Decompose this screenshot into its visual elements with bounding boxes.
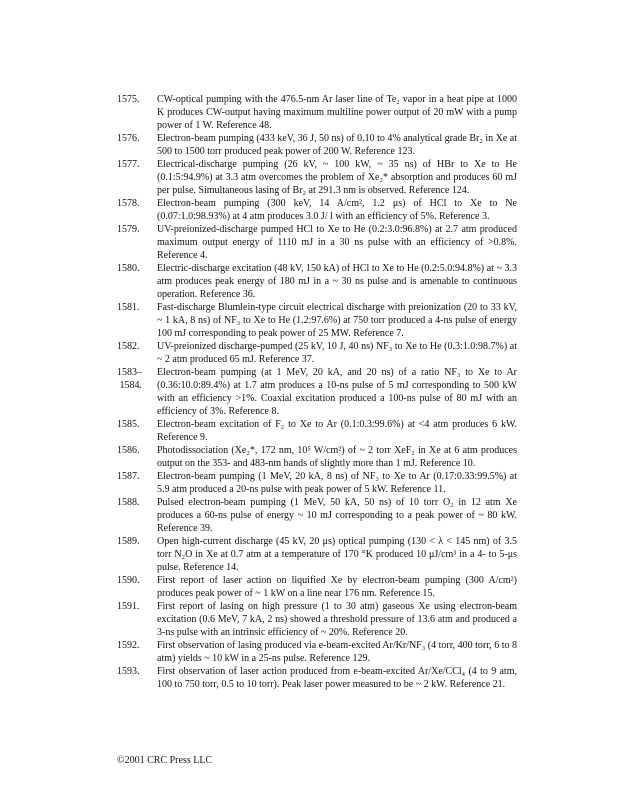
entry-1578	[117, 197, 517, 223]
entry-text: UV-preionized discharge-pumped (25 kV, 10 J, 40 ns) NF₃ to Xe to He (0.3:1.0:98.7%) at ~ 2 atm produced 65 mJ. Reference 37.	[157, 341, 517, 365]
entry-number: 1575.	[117, 94, 140, 105]
copyright-footer: ©2001 CRC Press LLC	[117, 755, 213, 766]
entry-text: First report of lasing on high pressure (1 to 30 atm) gaseous Xe using electron-beam excitation (0.6 MeV, 7 kA, 2 ns) showed a threshold pressure of 13.6 atm and produced a 3-ns pulse with an intrinsic efficiency of ~ 20%. Reference 20.	[157, 601, 517, 638]
entry-1579	[117, 223, 517, 262]
entry-number: 1576.	[117, 133, 140, 144]
entry-number: 1587.	[117, 471, 140, 482]
entry-text: Open high-current discharge (45 kV, 20 μs) optical pumping (130 < λ < 145 nm) of 3.5 torr N₂O in Xe at 0.7 atm at a temperature of 170 °K produced 10 μJ/cm³ in a 4- to 5-μs pulse. Reference 14.	[157, 536, 517, 573]
entry-1591	[117, 600, 517, 639]
entry-text: Pulsed electron-beam pumping (1 MeV, 50 kA, 50 ns) of 10 torr O₂ in 12 atm Xe produces a 60-ns pulse of energy ~ 10 mJ corresponding to a peak power of ~ 80 kW. Reference 39.	[157, 497, 517, 534]
entry-1575	[117, 93, 517, 132]
entry-text: Electron-beam pumping (433 keV, 36 J, 50 ns) of 0.10 to 4% analytical grade Br₂ in Xe at 500 to 1500 torr produced peak power of 200 W. Reference 123.	[157, 133, 517, 157]
entry-number: 1592.	[117, 640, 140, 651]
entry-1580	[117, 262, 517, 301]
entry-number: 1583– 1584.	[117, 367, 142, 391]
entry-text: First report of laser action on liquified Xe by electron-beam pumping (300 A/cm²) produces peak power of ~ 1 kW on a line near 176 nm. Reference 15.	[157, 575, 517, 599]
entry-number: 1582.	[117, 341, 140, 352]
entry-text: CW-optical pumping with the 476.5-nm Ar laser line of Te₂ vapor in a heat pipe at 1000 K produces CW-output having maximum multiline power output of 20 mW with a pump power of 1 W. Reference 48.	[157, 94, 517, 131]
entry-number: 1593.	[117, 666, 140, 677]
entry-list	[117, 93, 517, 691]
entry-text: Electrical-discharge pumping (26 kV, ~ 100 kW, ~ 35 ns) of HBr to Xe to He (0.1:5:94.9%) at 3.3 atm overcomes the problem of Xe₂* absorption and produces 60 mJ per pulse. Simultaneous lasing of Br₂ at 291.3 nm is observed. Reference 124.	[157, 159, 517, 196]
entry-text: Electron-beam excitation of F₂ to Xe to Ar (0.1:0.3:99.6%) at <4 atm produces 6 kW. Reference 9.	[157, 419, 517, 443]
entry-number: 1586.	[117, 445, 140, 456]
entry-text: Electron-beam pumping (300 keV, 14 A/cm², 1.2 μs) of HCl to Xe to Ne (0.07:1.0:98.93%) at 4 atm produces 3.0 J/ l with an efficiency of 5%. Reference 3.	[157, 198, 517, 222]
entry-number: 1588.	[117, 497, 140, 508]
entry-1581	[117, 301, 517, 340]
entry-1576	[117, 132, 517, 158]
entry-1585	[117, 418, 517, 444]
entry-1583-1584	[117, 366, 517, 418]
entry-text: UV-preionized-discharge pumped HCl to Xe to He (0.2:3.0:96.8%) at 2.7 atm produced maximum output energy of 1110 mJ in a 30 ns pulse with an efficiency of >0.8%. Reference 4.	[157, 224, 517, 261]
entry-1588	[117, 496, 517, 535]
entry-number: 1590.	[117, 575, 140, 586]
entry-1582	[117, 340, 517, 366]
entry-1593	[117, 665, 517, 691]
entry-text: Photodissociation (Xe₂*, 172 nm, 10⁵ W/cm²) of ~ 2 torr XeF₂ in Xe at 6 atm produces output on the 353- and 483-nm bands of slightly more than 1 mJ. Reference 10.	[157, 445, 517, 469]
entry-text: Electron-beam pumping (at 1 MeV, 20 kA, and 20 ns) of a ratio NF₃ to Xe to Ar (0.36:10.0:89.4%) at 1.7 atm produces a 10-ns pulse of 5 mJ corresponding to 500 kW with an efficiency >1%. Coaxial excitation produced a 100-ns pulse of 80 mJ with an efficiency of 3%. Reference 8.	[157, 367, 517, 417]
entry-1589	[117, 535, 517, 574]
entry-number: 1580.	[117, 263, 140, 274]
entry-number: 1589.	[117, 536, 140, 547]
entry-number: 1591.	[117, 601, 140, 612]
entry-1590	[117, 574, 517, 600]
entry-number: 1579.	[117, 224, 140, 235]
entry-number: 1581.	[117, 302, 140, 313]
entry-text: Electric-discharge excitation (48 kV, 150 kA) of HCl to Xe to He (0.2:5.0:94.8%) at ~ 3.3 atm produces peak energy of 180 mJ in a ~ 30 ns pulse and is amenable to continuous operation. Reference 36.	[157, 263, 517, 300]
entry-1577	[117, 158, 517, 197]
entry-text: First observation of lasing produced via e-beam-excited Ar/Kr/NF₃ (4 torr, 400 torr, 6 to 8 atm) yields ~ 10 kW in a 25-ns pulse. Reference 129.	[157, 640, 517, 664]
entry-1592	[117, 639, 517, 665]
entry-text: Fast-discharge Blumlein-type circuit electrical discharge with preionization (20 to 33 kV, ~ 1 kA, 8 ns) of NF₃ to Xe to He (1.2:97.6%) at 750 torr produced a 4-ns pulse of energy 100 mJ corresponding to peak power of 25 MW. Reference 7.	[157, 302, 517, 339]
entry-text: First observation of laser action produced from e-beam-excited Ar/Xe/CCl₄ (4 to 9 atm, 100 to 750 torr, 0.5 to 10 torr). Peak laser power measured to be ~ 2 kW. Reference 21.	[157, 666, 517, 690]
entry-1587	[117, 470, 517, 496]
entry-number: 1577.	[117, 159, 140, 170]
entry-number: 1578.	[117, 198, 140, 209]
entry-text: Electron-beam pumping (1 MeV, 20 kA, 8 ns) of NF₃ to Xe to Ar (0.17:0.33:99.5%) at 5.9 atm produced a 20-ns pulse with peak power of 5 kW. Reference 11.	[157, 471, 517, 495]
entry-1586	[117, 444, 517, 470]
entry-number: 1585.	[117, 419, 140, 430]
